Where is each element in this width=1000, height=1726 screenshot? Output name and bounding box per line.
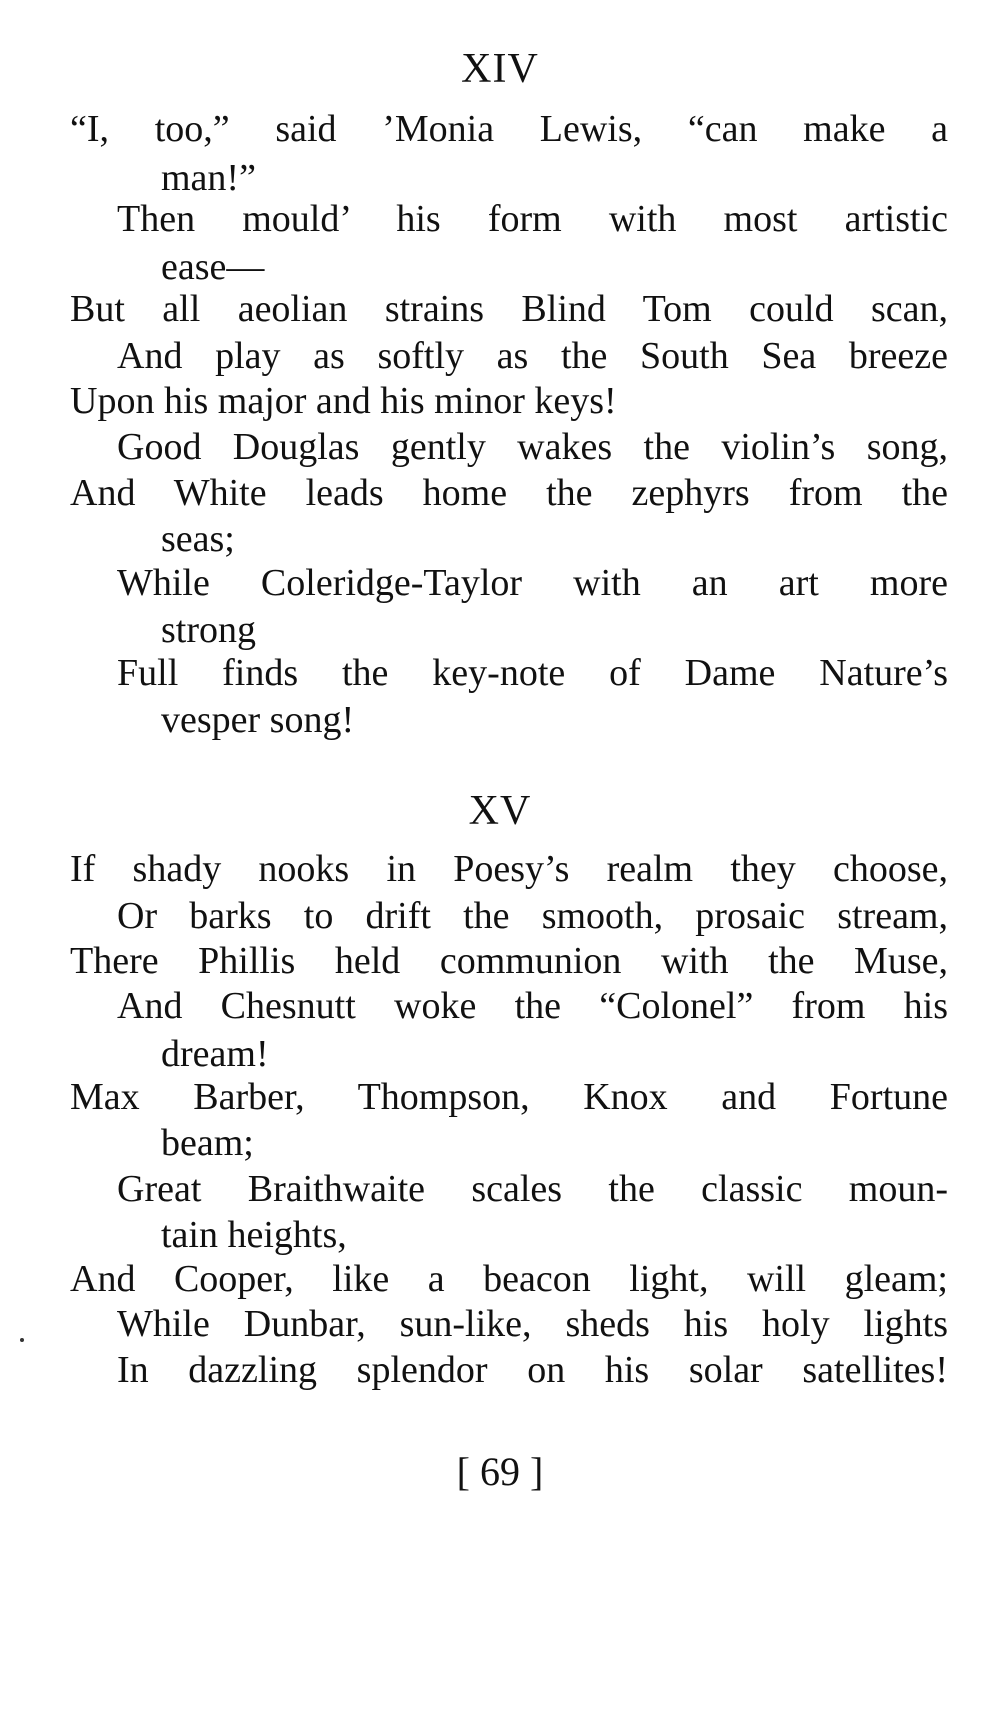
poem-line: Upon his major and his minor keys! — [70, 380, 617, 422]
poem-line: “I, too,” said ’Monia Lewis, “can make a — [70, 108, 948, 150]
poem-line: Or barks to drift the smooth, prosaic stream, — [117, 895, 948, 937]
poem-line: And Cooper, like a beacon light, will gleam; — [70, 1258, 948, 1300]
poem-line: And play as softly as the South Sea breeze — [117, 335, 948, 377]
poem-line: There Phillis held communion with the Muse, — [70, 940, 948, 982]
poem-line: In dazzling splendor on his solar satellites! — [117, 1349, 948, 1391]
poem-line: Max Barber, Thompson, Knox and Fortune — [70, 1076, 948, 1118]
poem-line: seas; — [161, 518, 235, 560]
poem-line: strong — [161, 609, 256, 651]
ink-speck — [20, 1338, 24, 1342]
poem-line: Full finds the key-note of Dame Nature’s — [117, 652, 948, 694]
poem-line: Great Braithwaite scales the classic moun- — [117, 1168, 948, 1210]
poem-line: dream! — [161, 1033, 269, 1075]
poem-line: beam; — [161, 1122, 254, 1164]
stanza-heading-xv: XV — [468, 788, 532, 834]
poem-line: And White leads home the zephyrs from the — [70, 472, 948, 514]
poem-line: While Dunbar, sun-like, sheds his holy lights — [117, 1303, 948, 1345]
poem-line: vesper song! — [161, 699, 355, 741]
poem-line: Then mould’ his form with most artistic — [117, 198, 948, 240]
poem-line: tain heights, — [161, 1214, 347, 1256]
stanza-heading-xiv: XIV — [461, 46, 539, 92]
poem-line: And Chesnutt woke the “Colonel” from his — [117, 985, 948, 1027]
poem-line: ease— — [161, 246, 265, 288]
poem-line: But all aeolian strains Blind Tom could scan, — [70, 288, 948, 330]
poem-line: Good Douglas gently wakes the violin’s song, — [117, 426, 948, 468]
page-number: [ 69 ] — [456, 1449, 544, 1494]
poem-line: While Coleridge-Taylor with an art more — [117, 562, 948, 604]
poem-line: man!” — [161, 157, 256, 199]
poem-line: If shady nooks in Poesy’s realm they choose, — [70, 848, 948, 890]
